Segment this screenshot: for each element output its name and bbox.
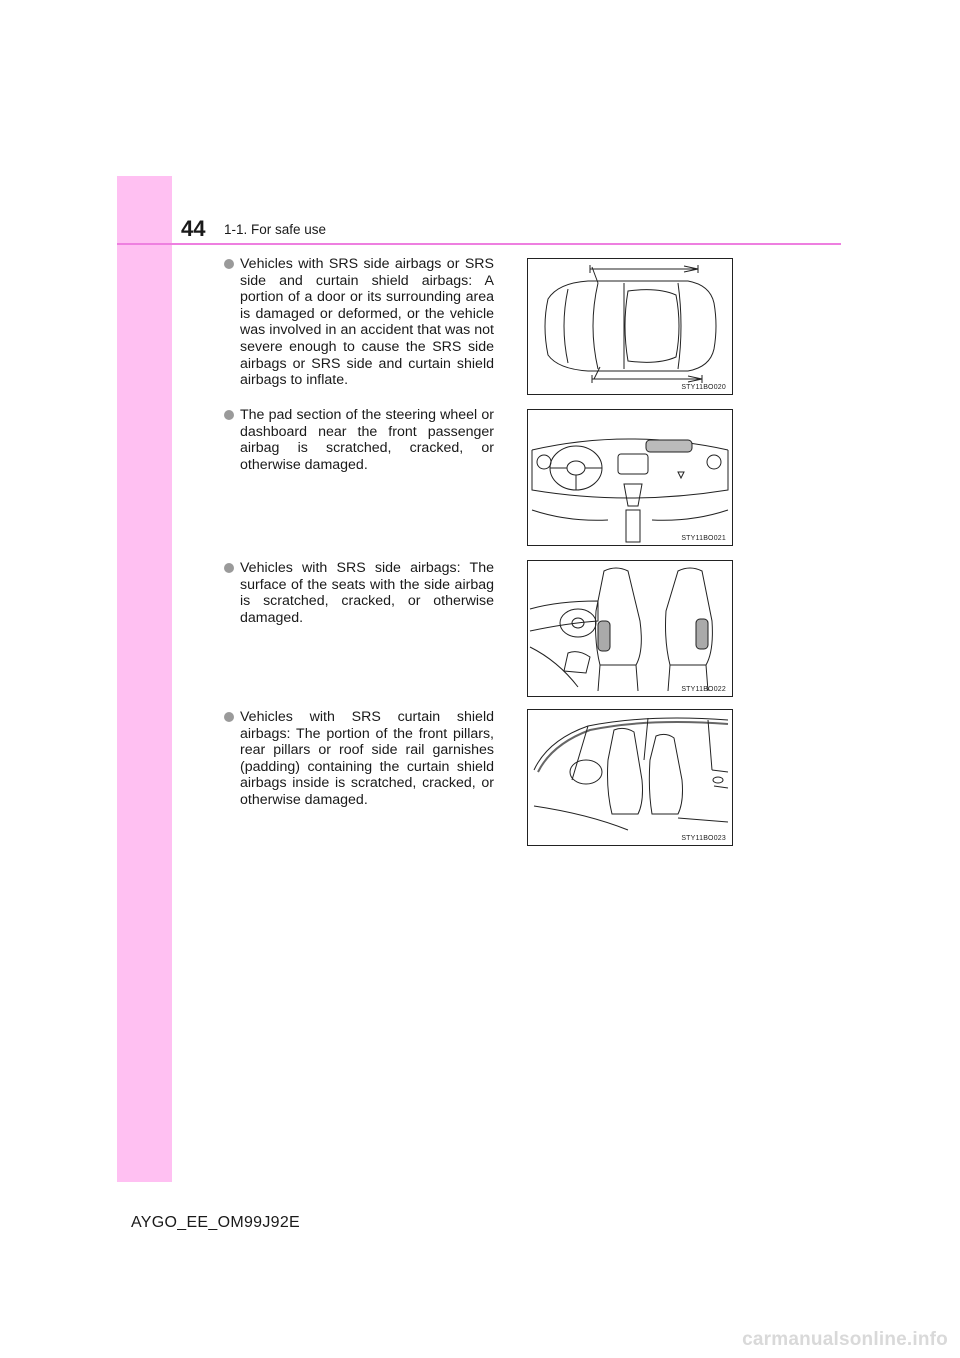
chapter-side-bar	[117, 176, 172, 1182]
figure-code: STY11BO022	[681, 686, 726, 693]
figure-code: STY11BO020	[681, 384, 726, 391]
list-item	[224, 407, 494, 473]
figure-dashboard	[527, 409, 733, 546]
dashboard-illustration	[528, 410, 732, 545]
bullet-icon	[224, 410, 234, 420]
document-code: AYGO_EE_OM99J92E	[131, 1214, 301, 1231]
figure-code: STY11BO023	[681, 835, 726, 842]
cabin-side-illustration	[528, 710, 732, 845]
page-number: 44	[181, 216, 206, 241]
list-item	[224, 709, 494, 809]
car-top-view-illustration	[528, 259, 732, 394]
figure-front-seats	[527, 560, 733, 697]
list-item-text: Vehicles with SRS side airbags or SRS side and curtain shield airbags: A portion of a door or its surrounding area is damaged or deformed, or the vehicle was involved in an accident that was not severe enough to cause the SRS side airbags or SRS side and curtain shield airbags to inflate.	[240, 256, 494, 389]
list-item-text: Vehicles with SRS side airbags: The surface of the seats with the side airbag is scratched, cracked, or otherwise damaged.	[240, 560, 494, 626]
figure-car-top-view	[527, 258, 733, 395]
watermark: carmanualsonline.info	[742, 1329, 948, 1350]
front-seats-illustration	[528, 561, 732, 696]
list-item	[224, 256, 494, 389]
figure-cabin-side	[527, 709, 733, 846]
header-rule	[117, 243, 841, 245]
bullet-icon	[224, 563, 234, 573]
section-title: 1-1. For safe use	[224, 222, 327, 237]
figure-code: STY11BO021	[681, 535, 726, 542]
list-item	[224, 560, 494, 626]
list-item-text: Vehicles with SRS curtain shield airbags: The portion of the front pillars, rear pillars or roof side rail garnishes (padding) containing the curtain shield airbags inside is scratched, cracked, or otherwise damaged.	[240, 709, 494, 808]
list-item-text: The pad section of the steering wheel or dashboard near the front passenger airbag is scratched, cracked, or otherwise damaged.	[240, 407, 494, 473]
bullet-icon	[224, 712, 234, 722]
bullet-icon	[224, 259, 234, 269]
